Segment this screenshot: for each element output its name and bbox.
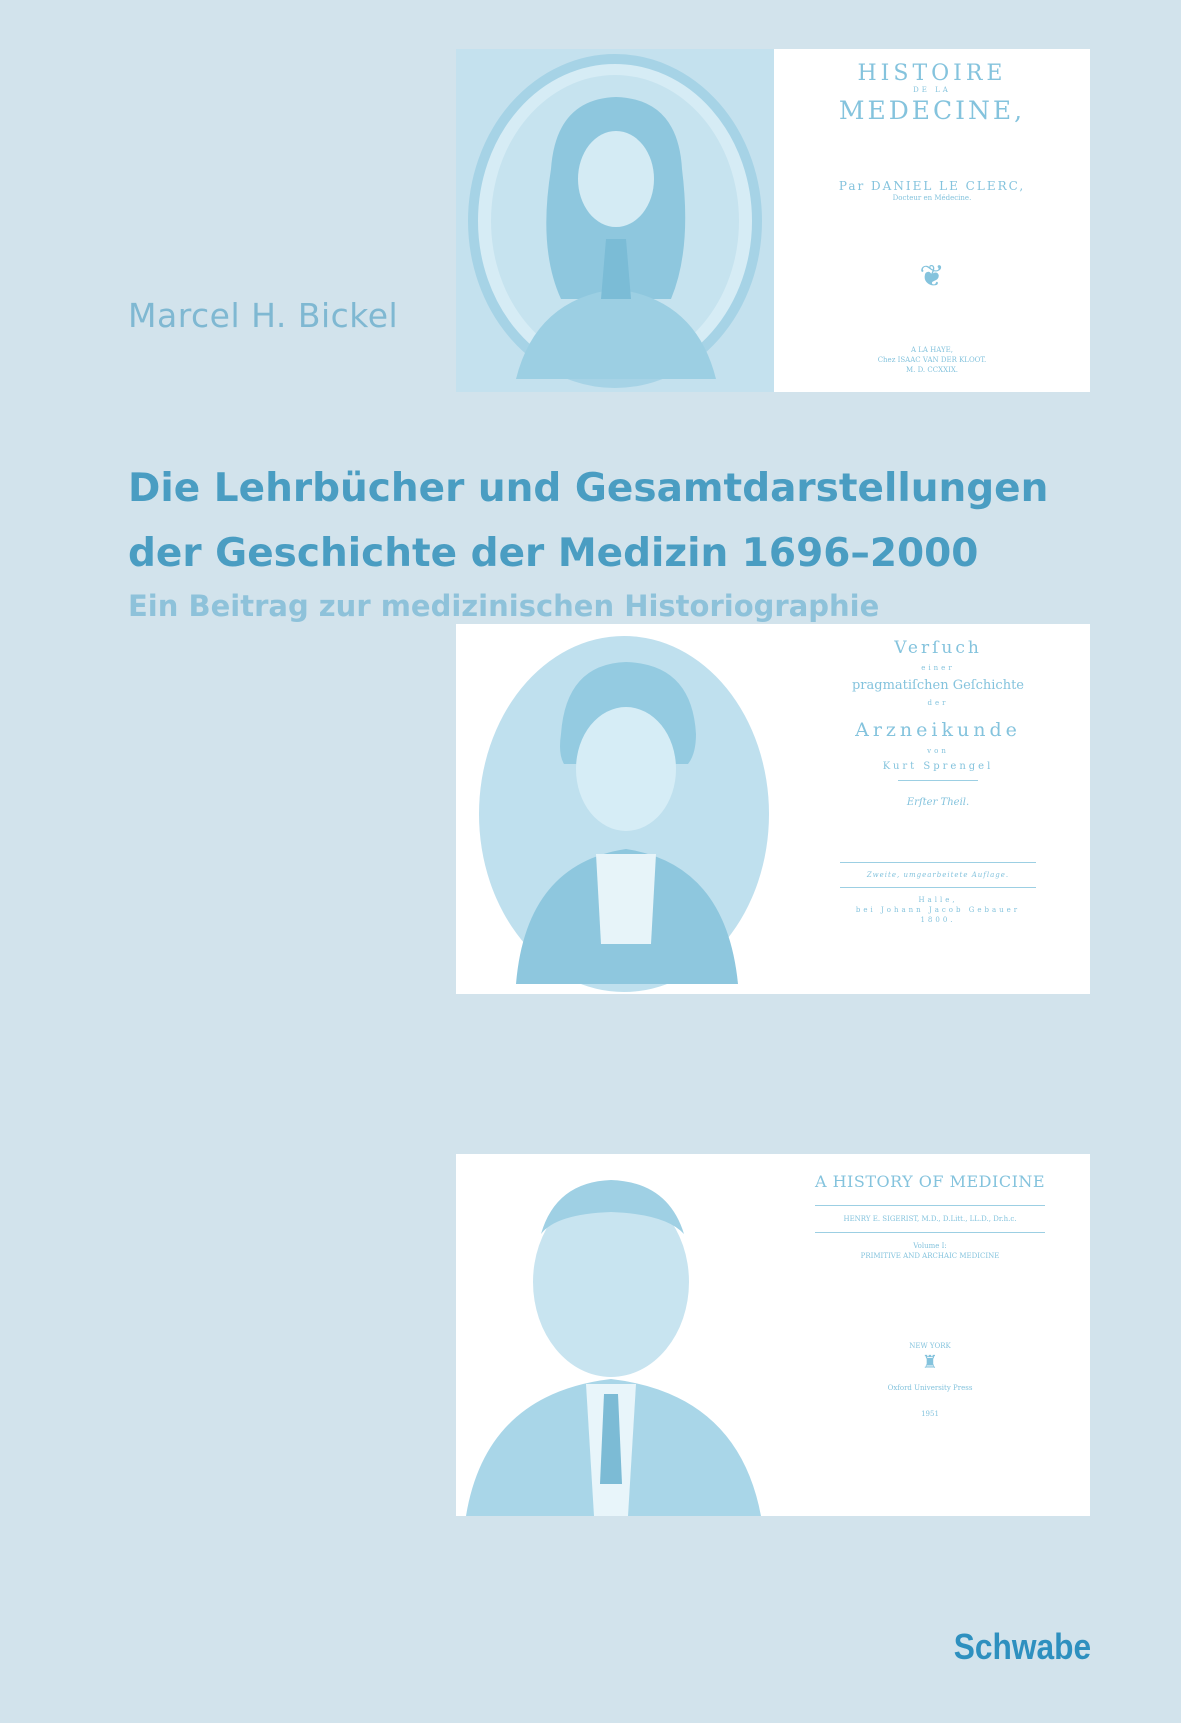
plate2-part: Erſter Theil. (906, 797, 970, 808)
plate1-title-line: DE LA (913, 86, 951, 94)
plate1-author: Par DANIEL LE CLERC, (838, 179, 1026, 193)
portrait-le-clerc (456, 49, 774, 392)
plate2-imprint: bei Johann Jacob Gebauer (855, 906, 1021, 914)
title-page-sigerist (770, 1154, 1090, 1516)
title-page-sprengel (786, 624, 1090, 994)
plate2-imprint: 1800. (920, 916, 956, 924)
publisher-logo: Schwabe (953, 1626, 1091, 1667)
book-title-line-1: Die Lehrbücher und Gesamtdarstellungen (128, 466, 1049, 511)
plate3-title: A HISTORY OF MEDICINE (814, 1172, 1046, 1191)
divider (840, 887, 1036, 888)
ornament-icon: ❦ (919, 259, 945, 294)
book-title-line-2: der Geschichte der Medizin 1696–2000 (128, 531, 979, 576)
plate1-imprint: A LA HAYE, (910, 346, 954, 354)
plate2-imprint: Halle, (918, 896, 958, 904)
plate-sprengel (456, 624, 1090, 994)
plate2-title-line: Verſuch (894, 638, 982, 658)
plate3-volume-title: PRIMITIVE AND ARCHAIC MEDICINE (860, 1252, 1000, 1260)
plate3-imprint: 1951 (921, 1410, 939, 1418)
plate2-edition: Zweite, umgearbeitete Auflage. (866, 871, 1010, 879)
plate2-title-line: pragmatiſchen Geſchichte (851, 678, 1024, 693)
divider (840, 862, 1036, 863)
plate2-title-line: der (927, 699, 949, 707)
plate2-author: Kurt Sprengel (882, 761, 994, 772)
divider (815, 1205, 1045, 1206)
plate1-imprint: Chez ISAAC VAN DER KLOOT. (877, 356, 987, 364)
plate2-title-line: von (927, 747, 949, 755)
plate1-imprint: M. D. CCXXIX. (905, 366, 959, 374)
divider (815, 1232, 1045, 1233)
book-title (128, 456, 1128, 586)
book-subtitle: Ein Beitrag zur medizinischen Historiographie (128, 589, 880, 623)
plate-sigerist (456, 1154, 1090, 1516)
plate3-imprint: NEW YORK (909, 1342, 951, 1350)
plate1-author-sub: Docteur en Médecine. (892, 194, 972, 202)
portrait-sprengel (456, 624, 786, 994)
plate-le-clerc (456, 49, 1090, 392)
plate2-title-line: einer (921, 664, 955, 672)
divider (898, 780, 978, 781)
plate3-author: HENRY E. SIGERIST, M.D., D.Litt., LL.D., Dr.h.c. (843, 1215, 1017, 1223)
plate2-title-line: Arzneikunde (855, 719, 1021, 741)
plate3-imprint: Oxford University Press (887, 1384, 973, 1392)
plate1-title-line: MEDECINE, (838, 96, 1026, 125)
portrait-sigerist (456, 1154, 770, 1516)
plate1-title-line: HISTOIRE (857, 61, 1007, 86)
plate3-volume: Volume I: (913, 1242, 947, 1250)
author-name: Marcel H. Bickel (128, 296, 399, 335)
crest-icon: ♜ (921, 1352, 939, 1373)
title-page-le-clerc (774, 49, 1090, 392)
